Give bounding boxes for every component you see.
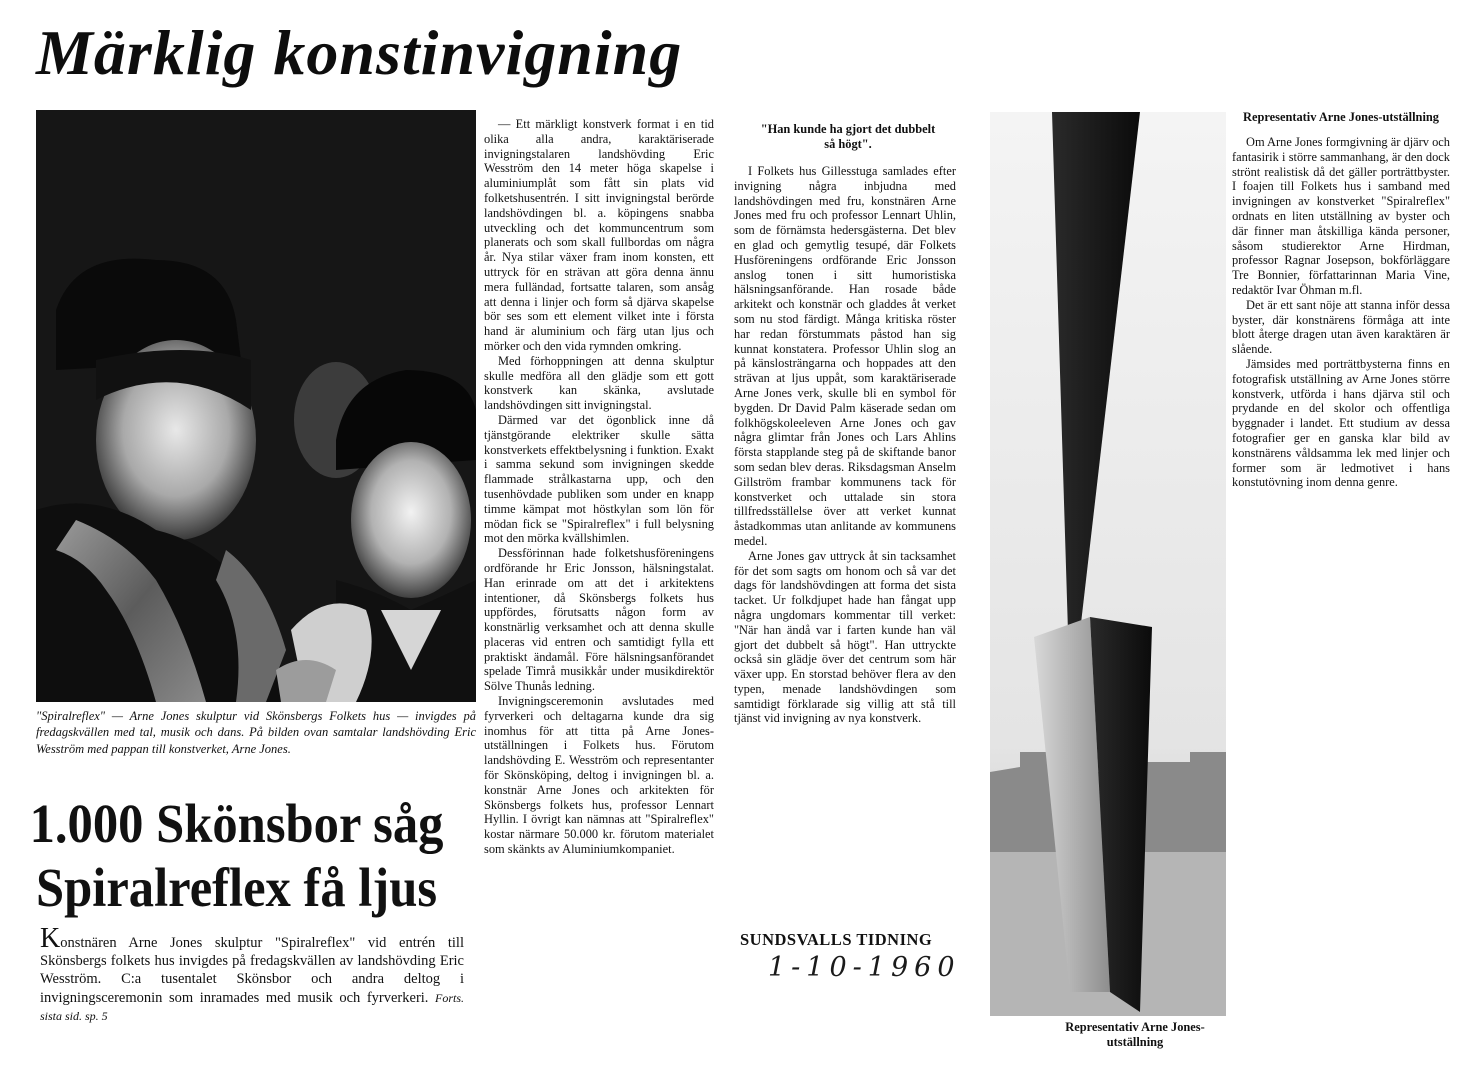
continued-note: Forts. sista sid. sp. 5 <box>40 990 465 1023</box>
sculpture-photo <box>990 112 1226 1016</box>
news-photo <box>36 110 476 702</box>
handwritten-date: 1-10-1960 <box>768 952 961 983</box>
col2-paragraph-1: — Ett märkligt konstverk format i en tid olika alla andra, karaktäriserade invigningstalaren landshövding Eric Wesström den 14 meter höga skapelse i aluminiumplåt som fått sin plats vid folketshusentrén. I sitt invigningstal berörde landshövdingen bl. a. köpingens snabba utveckling och det kommuncentrum som planerats och som skall fullbordas om några år. Nya stilar växer fram inom konsten, ett uttryck för en strävan att göra denna ännu mera fulländad, fortsatte talaren, som ansåg att denna i linjer och form så djärva skapelse bör ses som ett element vilket inte i första hand är aluminium och färg utan ljus och mörker och den vida rymnden omkring. <box>484 117 714 353</box>
col2-paragraph-3: Därmed var det ögonblick inne då tjänstgörande elektriker skulle sätta konstverkets effektbelysning i funktion. Exakt i samma sekund som invigningen skedde flammade strålkastarna upp, och den tusenhövdade publiken som under en knapp timme kämpat mot höstkylan som lön för mödan fick se "Spiralreflex" i full belysning mot den mörka kvällshimlen. <box>484 412 714 546</box>
sculpture-caption: Representativ Arne Jones-utställning <box>1065 1020 1205 1049</box>
photo-caption: "Spiralreflex" — Arne Jones skulptur vid Skönsbergs Folkets hus — invigdes på fredagskvällen med tal, musik och dans. På bilden ovan samtalar landshövding Eric Wesström med pappan till konstverket, Arne Jones. <box>36 709 476 756</box>
lead-paragraph <box>40 923 465 1025</box>
col2-paragraph-4: Dessförinnan hade folketshusföreningens ordförande hr Eric Jonsson, hälsningstalat. Han erinrade om att det i arkitektens intentioner, då Skönsbergs folkets hus uppfördes, förutsatts någon form av konstnärlig verksamhet och att denna skulle placeras vid entren och samtidigt fylla ett praktiskt ändamål. Före hälsningsanförandet spelade Timrå musikkår under musikdirektör Sölve Thunås ledning. <box>484 546 714 694</box>
col4-paragraph-2: Det är ett sant nöje att stanna inför dessa byster, där konstnärens förmåga att inte blott återge dragen utan även karaktären är slående. <box>1232 297 1450 357</box>
col2-paragraph-2: Med förhoppningen att denna skulptur skulle medföra all den glädje som ett gott konstverk kan skänka, avslutade landshövdingen sitt invigningstal. <box>484 353 714 413</box>
drop-cap: K <box>40 923 61 954</box>
col4-paragraph-3: Jämsides med porträttbysterna finns en fotografisk utställning av Arne Jones större konstverk, utförda i hans djärva stil och prydande en del skolor och offentliga byggnader i landet. Ett studium av dessa fotografier ger en ganska klar bild av konstnärens våldsamma lek med linjer och former som är ledmotivet i hans konstutövning inom denna genre. <box>1232 356 1450 490</box>
col3-paragraph-2: Arne Jones gav uttryck åt sin tacksamhet för det som sagts om honom och så var det dags för landshövdingen att forma det sista tacket. Ur folkdjupet hade han fångat upp några ungdomars kommentar till verket: "När han ändå var i farten kunde han väl gjort det dubbelt så högt". Han uttryckte också sin glädje över det centrum som här växer upp. En storstad behöver flera av den typen, menade landshövdingen som samtidigt förklarade sig villig att stå till tjänst vid invigning av nya konstverk. <box>734 548 956 726</box>
col4-paragraph-1: Om Arne Jones formgivning är djärv och fantasirik i större sammanhang, är den dock strönt realistisk då det gäller porträttbyster. I foajen till Folkets hus i samband med invigningen av konstverket "Spiralreflex" ordnats en liten utställning av byster och där finner man åtskilliga kända personer, såsom studierektor Arne Hirdman, professor Ragnar Josepson, bokförläggare Tre Bonnier, författarinnan Maria Vine, redaktör Ivar Öhman m.fl. <box>1232 135 1450 297</box>
col3-heading: "Han kunde ha gjort det dubbelt så högt". <box>760 122 936 151</box>
lead-text: onstnären Arne Jones skulptur "Spiralreflex" vid entrén till Skönsbergs folkets hus invigdes på fredagskvällen av landshövding Eric Wesström. C:a tusentalet Skönsbor och andra deltog i invigningsceremonin som inramades med musik och fyrverkeri. <box>40 935 464 1006</box>
col2-paragraph-5: Invigningsceremonin avslutades med fyrverkeri och deltagarna kunde dra sig inomhus för att titta på Arne Jones-utställningen i Folkets hus. Förutom landshövding E. Wesström och representanter för Skönsköping, deltog i invigningen bl. a. konstnär Arne Jones och arkitekten för Skönsbergs folkets hus, professor Lennart Hyllin. I övrigt kan nämnas att "Spiralreflex" kostar närmare 50.000 kr. förutom materialet som skänkts av Aluminiumkompaniet. <box>484 694 714 857</box>
col4-heading: Representativ Arne Jones-utställning <box>1243 110 1439 124</box>
photo-illustration <box>36 110 476 702</box>
col3-paragraph-1: I Folkets hus Gillesstuga samlades efter invigning några inbjudna med landshövdingen med fru, konstnären Arne Jones med fru och professor Lennart Uhlin, som de förnämsta hedersgästerna. Det blev en glad och gemytlig tesupé, där Folkets Husföreningens ordförande Eric Jonsson anslog tonen i sitt humoristiska hälsningsanförande. Han rosade både arkitekt och konstnär och gladdes åt verket som nu stod färdigt. Många kritiska röster har redan förstummats påstod han sig kunnat konstatera. Professor Uhlin slog an på känslosträngarna och hoppades att den strävan at ljus uppåt, som karaktäriserade Arne Jones verk, skulle bli en symbol för bygden. Dr David Palm käserade sedan om folkhögskoleeleven Arne Jones och gav några glimtar från Jones och Lars Ahlins första stapplande steg på de skiftande banor som sedan blev deras. Riksdagsman Anselm Gillström frambar kommunens tack för konstverket och uttalade sin stora tillfredsställelse över att verket kunnat åstadkommas utan anlitande av kommunens medel. <box>734 164 956 548</box>
subheadline <box>24 792 449 920</box>
sculpture-illustration <box>990 112 1226 1016</box>
headline: Märklig konstinvigning <box>36 17 683 88</box>
article-column-4 <box>1232 110 1450 490</box>
subheadline-line-1: 1.000 Skönsbor såg <box>29 793 444 854</box>
article-column-2 <box>484 117 714 857</box>
article-column-3 <box>734 122 956 726</box>
subheadline-line-2: Spiralreflex få ljus <box>36 857 438 918</box>
newspaper-masthead: SUNDSVALLS TIDNING <box>740 930 933 949</box>
